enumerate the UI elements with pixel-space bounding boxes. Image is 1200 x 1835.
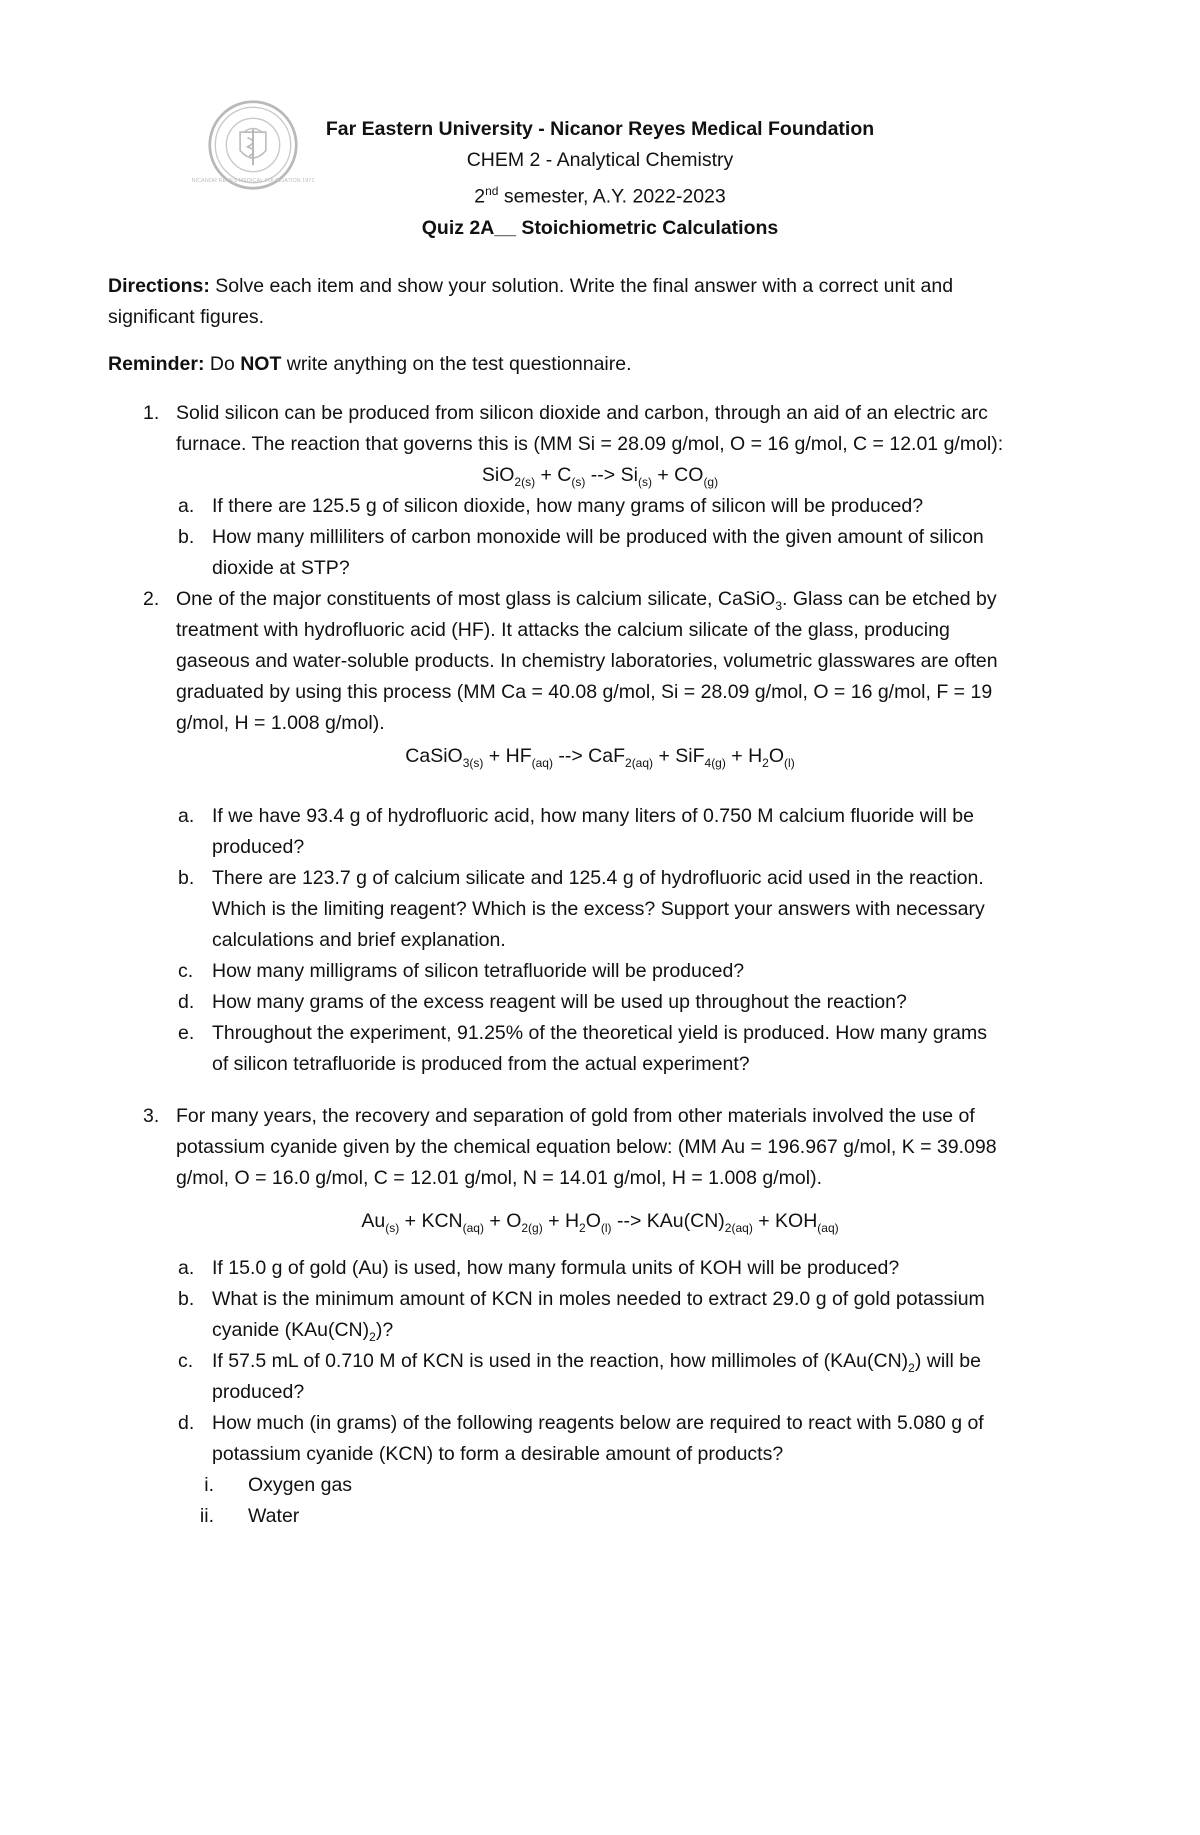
directions: Directions: Solve each item and show your solution. Write the final answer with a correct unit and significant figures. — [108, 275, 954, 328]
university-name: Far Eastern University - Nicanor Reyes Medical Foundation — [325, 118, 875, 140]
question-number: 1. — [143, 402, 160, 424]
header — [0, 114, 1200, 244]
svg-text:NICANOR REYES MEDICAL FOUNDATI: NICANOR REYES MEDICAL FOUNDATION 1971 — [191, 177, 315, 184]
quiz-title: Quiz 2A__ Stoichiometric Calculations — [421, 216, 779, 239]
reminder: Reminder: Do NOT write anything on the test questionnaire. — [108, 353, 632, 375]
equation-3: $Au_{(s)} + KCN_{(aq)} + O_{2(g)} + H_2O_{(l)}$ --> $KAu(CN)_{2(aq)} + KOH_{(aq)}$ — [361, 1210, 839, 1235]
question-number: 3. — [143, 1105, 160, 1127]
quiz-page: NICANOR REYES MEDICAL FOUNDATION 1971 Far Eastern University - Nicanor Reyes Medical Foundation CHEM 2 - Analytical Chemistry 2nd semester, A.Y. 2022-2023 Quiz 2A__ Stoichiometric Calculations Directions: Solve each item and show your solution. Write the final answer with a correct unit and significant figures. Reminder: Do NOT write anything on the test questionnaire. 1. Solid silicon can be produced from silicon dioxide and carbon, through an aid of an electric arc furnace. The reaction that governs this is (MM Si = 28.09 g/mol, O = 16 g/mol, C = 12.01 g/mol): $SiO_{2(s)} + C_{(s)}$ --> $Si_{(s)} + CO_{(g)}$ a. If there are 125.5 g of silicon dioxide, how many grams of silicon will be produced? b. How many milliliters of carbon monoxide will be produced with the given amount of silicon dioxide at STP? 2. One of the major constituents of most glass is calcium silicate, CaSiO$_3$. Glass can be etched by treatment with hydrofluoric acid (HF). It attacks the calcium silicate of the glass, producing gaseous and water-soluble products. In chemistry laboratories, volumetric glasswares are often graduated by using this process (MM Ca = 40.08 g/mol, Si = 28.09 g/mol, O = 16 g/mol, F = 19 g/mol, H = 1.008 g/mol). CaSiO$_{3(s)}$ + $HF_{(aq)}$ --> $CaF_{2(aq)} + SiF_{4(g)} + H_2O_{(l)}$ a. If we have 93.4 g of hydrofluoric acid, how many liters of 0.750 M calcium fluoride will be produced? b. There are 123.7 g of calcium silicate and 125.4 g of hydrofluoric acid used in the reaction. Which is the limiting reagent? Which is the excess? Support your answers with necessary calculations and brief explanation. c. How many milligrams of silicon tetrafluoride will be produced? d. How many grams of the excess reagent will be used up throughout the reaction? e. Throughout the experiment, 91.25% of the theoretical yield is produced. How many grams of silicon tetrafluoride is produced from the actual experiment? 3. For many years, the recovery and separation of gold from other materials involved the use of potassium cyanide given by the chemical equation below: (MM Au = 196.967 g/mol, K = 39.098 g/mol, O = 16.0 g/mol, C = 12.01 g/mol, N = 14.01 g/mol, H = 1.008 g/mol). $Au_{(s)} + KCN_{(aq)} + O_{2(g)} + H_2O_{(l)}$ --> $KAu(CN)_{2(aq)} + KOH_{(aq)}$ a. If 15.0 g of gold (Au) is used, how many formula units of KOH will be produced? b. What is the minimum amount of KCN in moles needed to extract 29.0 g of gold potassium cyanide $(KAu(CN)_2)$? c. If 57.5 mL of 0.710 M of KCN is used in the reaction, how millimoles of $(KAu(CN)_2)$ will be produced? d. How much (in grams) of the following reagents below are required to react with 5.080 g of potassium cyanide (KCN) to form a desirable amount of products? i. Oxygen gas ii. Water — [0, 0, 1200, 1835]
equation-2: CaSiO$_{3(s)}$ + $HF_{(aq)}$ --> $CaF_{2(aq)} + SiF_{4(g)} + H_2O_{(l)}$ — [405, 745, 795, 770]
semester-line: 2nd semester, A.Y. 2022-2023 — [474, 184, 726, 208]
question-number: 2. — [143, 588, 160, 610]
equation-1: $SiO_{2(s)} + C_{(s)}$ --> $Si_{(s)} + CO_{(g)}$ — [481, 464, 719, 489]
course-title: CHEM 2 - Analytical Chemistry — [466, 149, 734, 171]
